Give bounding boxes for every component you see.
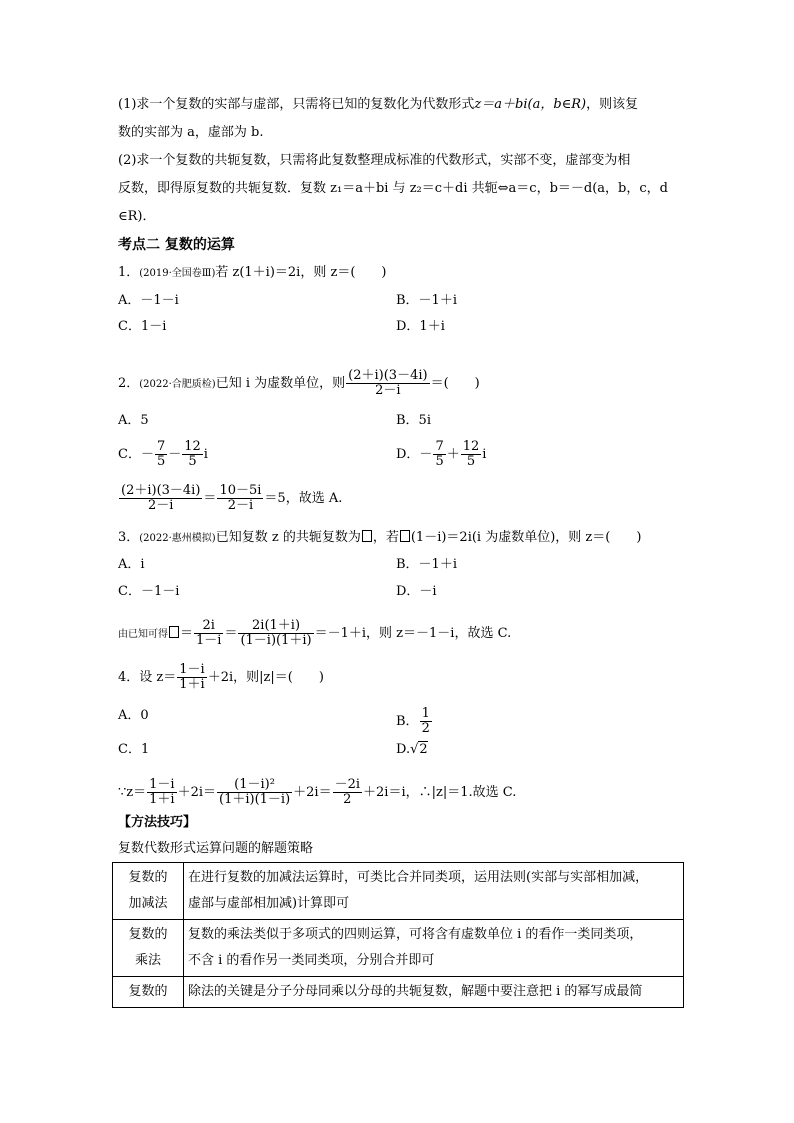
q3-option-a: A．i	[118, 557, 145, 572]
q2-option-c	[118, 440, 208, 469]
method-subheading: 复数代数形式运算问题的解题策略	[118, 841, 314, 856]
q2-d-frac2-den: 5	[466, 454, 476, 469]
q2-d-frac1	[433, 440, 445, 469]
q2-c-op: －	[168, 447, 182, 462]
q4-b-frac	[420, 707, 432, 736]
intro-p1-line1	[118, 96, 638, 114]
q2-question: 已知 i 为虚数单位，则	[215, 376, 346, 391]
q4-sol-frac3	[333, 778, 362, 807]
q3-question: 已知复数 z 的共轭复数为	[215, 530, 361, 545]
q4-option-b	[396, 707, 433, 736]
q3-option-b: B．－1＋i	[396, 557, 457, 572]
q3-sol-frac1	[194, 619, 223, 648]
method-desc: 复数的乘法类似于多项式的四则运算，可将含有虚数单位 i 的看作一类同类项，	[188, 927, 643, 942]
q2-c-prefix: C．－	[118, 447, 154, 462]
q3-sol-frac2	[238, 619, 313, 648]
method-name-cell	[113, 863, 184, 920]
q2-sol-frac1	[119, 484, 202, 513]
q2-c-frac2-den: 5	[188, 454, 197, 469]
table-row	[113, 977, 684, 1008]
q3-sol-lead: 由已知可得	[118, 629, 168, 640]
q4-b-frac-den: 2	[421, 721, 430, 736]
q2-sol-tail: ＝5，故选 A.	[264, 491, 343, 506]
q4-sol-frac3-num: －2i	[334, 777, 361, 792]
q4-sol-tail: ＋2i＝i，∴|z|＝1.故选 C.	[363, 785, 517, 800]
q4-sol-frac1-den: 1＋i	[149, 792, 175, 807]
q2-c-frac1-num: 7	[156, 439, 166, 454]
q4-sol-frac1-num: 1－i	[149, 777, 175, 792]
q3-question-end: (1－i)＝2i(i 为虚数单位)，则 z＝( )	[410, 530, 642, 545]
q3-sol-eq: ＝	[180, 626, 194, 641]
q2-d-op: ＋	[446, 447, 460, 462]
intro-p2-line3: ∈R)．	[118, 209, 156, 224]
method-desc-cell	[184, 977, 684, 1008]
q4-sol-frac2-den: (1＋i)(1－i)	[219, 792, 291, 807]
intro-text: ，则该复	[586, 97, 639, 112]
q4-b-prefix: B．	[396, 714, 419, 729]
method-desc: 不含 i 的看作另一类同类项，分别合并即可	[188, 953, 435, 968]
method-table	[112, 862, 684, 1008]
q2-d-frac1-den: 5	[435, 454, 444, 469]
q1-option-b: B．－1＋i	[396, 293, 457, 308]
section-title: 考点二 复数的运算	[118, 237, 235, 253]
method-name: 加减法	[128, 896, 168, 911]
q2-c-frac2-num: 12	[184, 439, 201, 454]
q4-frac-den: 1＋i	[179, 677, 205, 692]
method-heading: 【方法技巧】	[118, 815, 197, 830]
q3-option-c: C．－1－i	[118, 584, 180, 599]
intro-text: (1)求一个复数的实部与虚部，只需将已知的复数化为代数形式	[118, 97, 475, 112]
method-desc-cell	[184, 920, 684, 977]
q1-stem	[118, 264, 386, 283]
q2-option-b: B．5i	[396, 413, 431, 428]
q4-sol-part: ＋2i＝	[293, 785, 332, 800]
q2-sol-frac2-den: 2－i	[227, 498, 254, 513]
q2-frac-den: 2－i	[375, 383, 401, 398]
q4-sol-lead: ∵z＝	[118, 785, 147, 800]
q2-source: (2022·合肥质检)	[139, 379, 216, 390]
q3-sol-frac2-num: 2i(1＋i)	[238, 619, 313, 634]
method-name-cell	[113, 977, 184, 1008]
conjugate-placeholder-icon	[362, 530, 372, 542]
q3-number: 3．	[118, 530, 140, 545]
q2-number: 2．	[118, 376, 140, 391]
q2-fraction	[346, 369, 429, 398]
q3-question-mid: ，若	[372, 530, 399, 545]
method-desc: 虚部与虚部相加减)计算即可	[188, 896, 350, 911]
q3-sol-frac1-den: 1－i	[196, 633, 222, 648]
q1-question: 若 z(1＋i)＝2i，则 z＝( )	[215, 265, 387, 280]
intro-p2-line1: (2)求一个复数的共轭复数，只需将此复数整理成标准的代数形式，实部不变，虚部变为相	[118, 153, 631, 168]
q4-d-radicand: 2	[419, 742, 428, 757]
q2-sol-frac2	[217, 484, 263, 513]
q2-sol-eq: ＝	[203, 491, 217, 506]
intro-p1-line2: 数的实部为 a，虚部为 b.	[118, 125, 264, 140]
q2-c-frac1	[155, 440, 167, 469]
conjugate-placeholder-icon	[400, 530, 410, 542]
q2-c-frac2	[182, 440, 203, 469]
q4-sol-part: ＋2i＝	[177, 785, 216, 800]
table-row	[113, 920, 684, 977]
method-name: 复数的	[128, 870, 168, 885]
q2-c-suffix: i	[203, 447, 208, 462]
q4-option-a: A．0	[118, 708, 149, 723]
q3-source: (2022·惠州模拟)	[139, 533, 216, 544]
sqrt-icon: √	[410, 742, 419, 757]
q4-question-end: ＋2i，则|z|＝( )	[207, 670, 324, 685]
q2-question-end: ＝( )	[430, 376, 480, 391]
q2-sol-frac1-den: 2－i	[147, 498, 174, 513]
q4-sol-frac1	[147, 778, 176, 807]
q2-option-a: A．5	[118, 413, 149, 428]
q4-stem	[118, 663, 324, 692]
q2-d-frac2	[461, 440, 482, 469]
q2-d-suffix: i	[482, 447, 487, 462]
method-name: 复数的	[128, 984, 168, 999]
q3-stem	[118, 529, 641, 548]
q3-sol-tail: ＝－1＋i，则 z＝－1－i，故选 C.	[314, 626, 512, 641]
q4-solution	[118, 778, 516, 807]
q1-option-a: A．－1－i	[118, 293, 179, 308]
q1-option-c: C．1－i	[118, 319, 167, 334]
q4-option-d	[396, 741, 428, 759]
method-desc: 在进行复数的加减法运算时，可类比合并同类项，运用法则(实部与实部相加减，	[188, 870, 649, 885]
intro-formula: z＝a＋bi(a，b∈R)	[474, 97, 587, 112]
q4-sol-frac3-den: 2	[343, 792, 352, 807]
q1-option-d: D．1＋i	[396, 319, 445, 334]
q4-sol-frac2	[217, 778, 292, 807]
q4-b-frac-num: 1	[421, 706, 430, 721]
q3-sol-frac1-num: 2i	[194, 619, 223, 634]
q4-option-c: C．1	[118, 742, 150, 757]
q2-frac-num: (2＋i)(3－4i)	[348, 368, 428, 383]
q2-solution	[118, 484, 342, 513]
q3-sol-frac2-den: (1－i)(1＋i)	[240, 633, 312, 648]
q4-fraction	[177, 663, 206, 692]
q1-source: (2019·全国卷Ⅲ)	[139, 268, 216, 279]
q2-option-d	[396, 440, 486, 469]
q4-frac-num: 1－i	[179, 662, 205, 677]
q2-d-frac1-num: 7	[435, 439, 444, 454]
q2-sol-frac2-num: 10－5i	[219, 483, 262, 498]
q3-option-d: D．－i	[396, 584, 437, 599]
q3-solution	[118, 619, 511, 648]
q4-sol-frac2-num: (1－i)²	[217, 778, 292, 793]
q2-stem	[118, 369, 480, 398]
q2-d-prefix: D．－	[396, 447, 433, 462]
method-desc: 除法的关键是分子分母同乘以分母的共轭复数，解题中要注意把 i 的幂写成最简	[188, 984, 643, 999]
table-row	[113, 863, 684, 920]
q2-d-frac2-num: 12	[462, 439, 480, 454]
method-name-cell	[113, 920, 184, 977]
intro-p2-line2: 反数，即得原复数的共轭复数．复数 z₁＝a＋bi 与 z₂＝c＋di 共轭⇔a＝c，b＝－d(a，b，c，d	[118, 181, 668, 196]
q1-number: 1．	[118, 265, 140, 280]
method-desc-cell	[184, 863, 684, 920]
q4-d-prefix: D.	[396, 742, 411, 757]
q3-sol-eq: ＝	[224, 626, 238, 641]
q4-question: 4．设 z＝	[118, 670, 177, 685]
q2-c-frac1-den: 5	[156, 454, 166, 469]
method-name: 乘法	[134, 953, 161, 968]
q2-sol-frac1-num: (2＋i)(3－4i)	[121, 483, 201, 498]
method-name: 复数的	[128, 927, 168, 942]
conjugate-placeholder-icon	[169, 626, 179, 638]
